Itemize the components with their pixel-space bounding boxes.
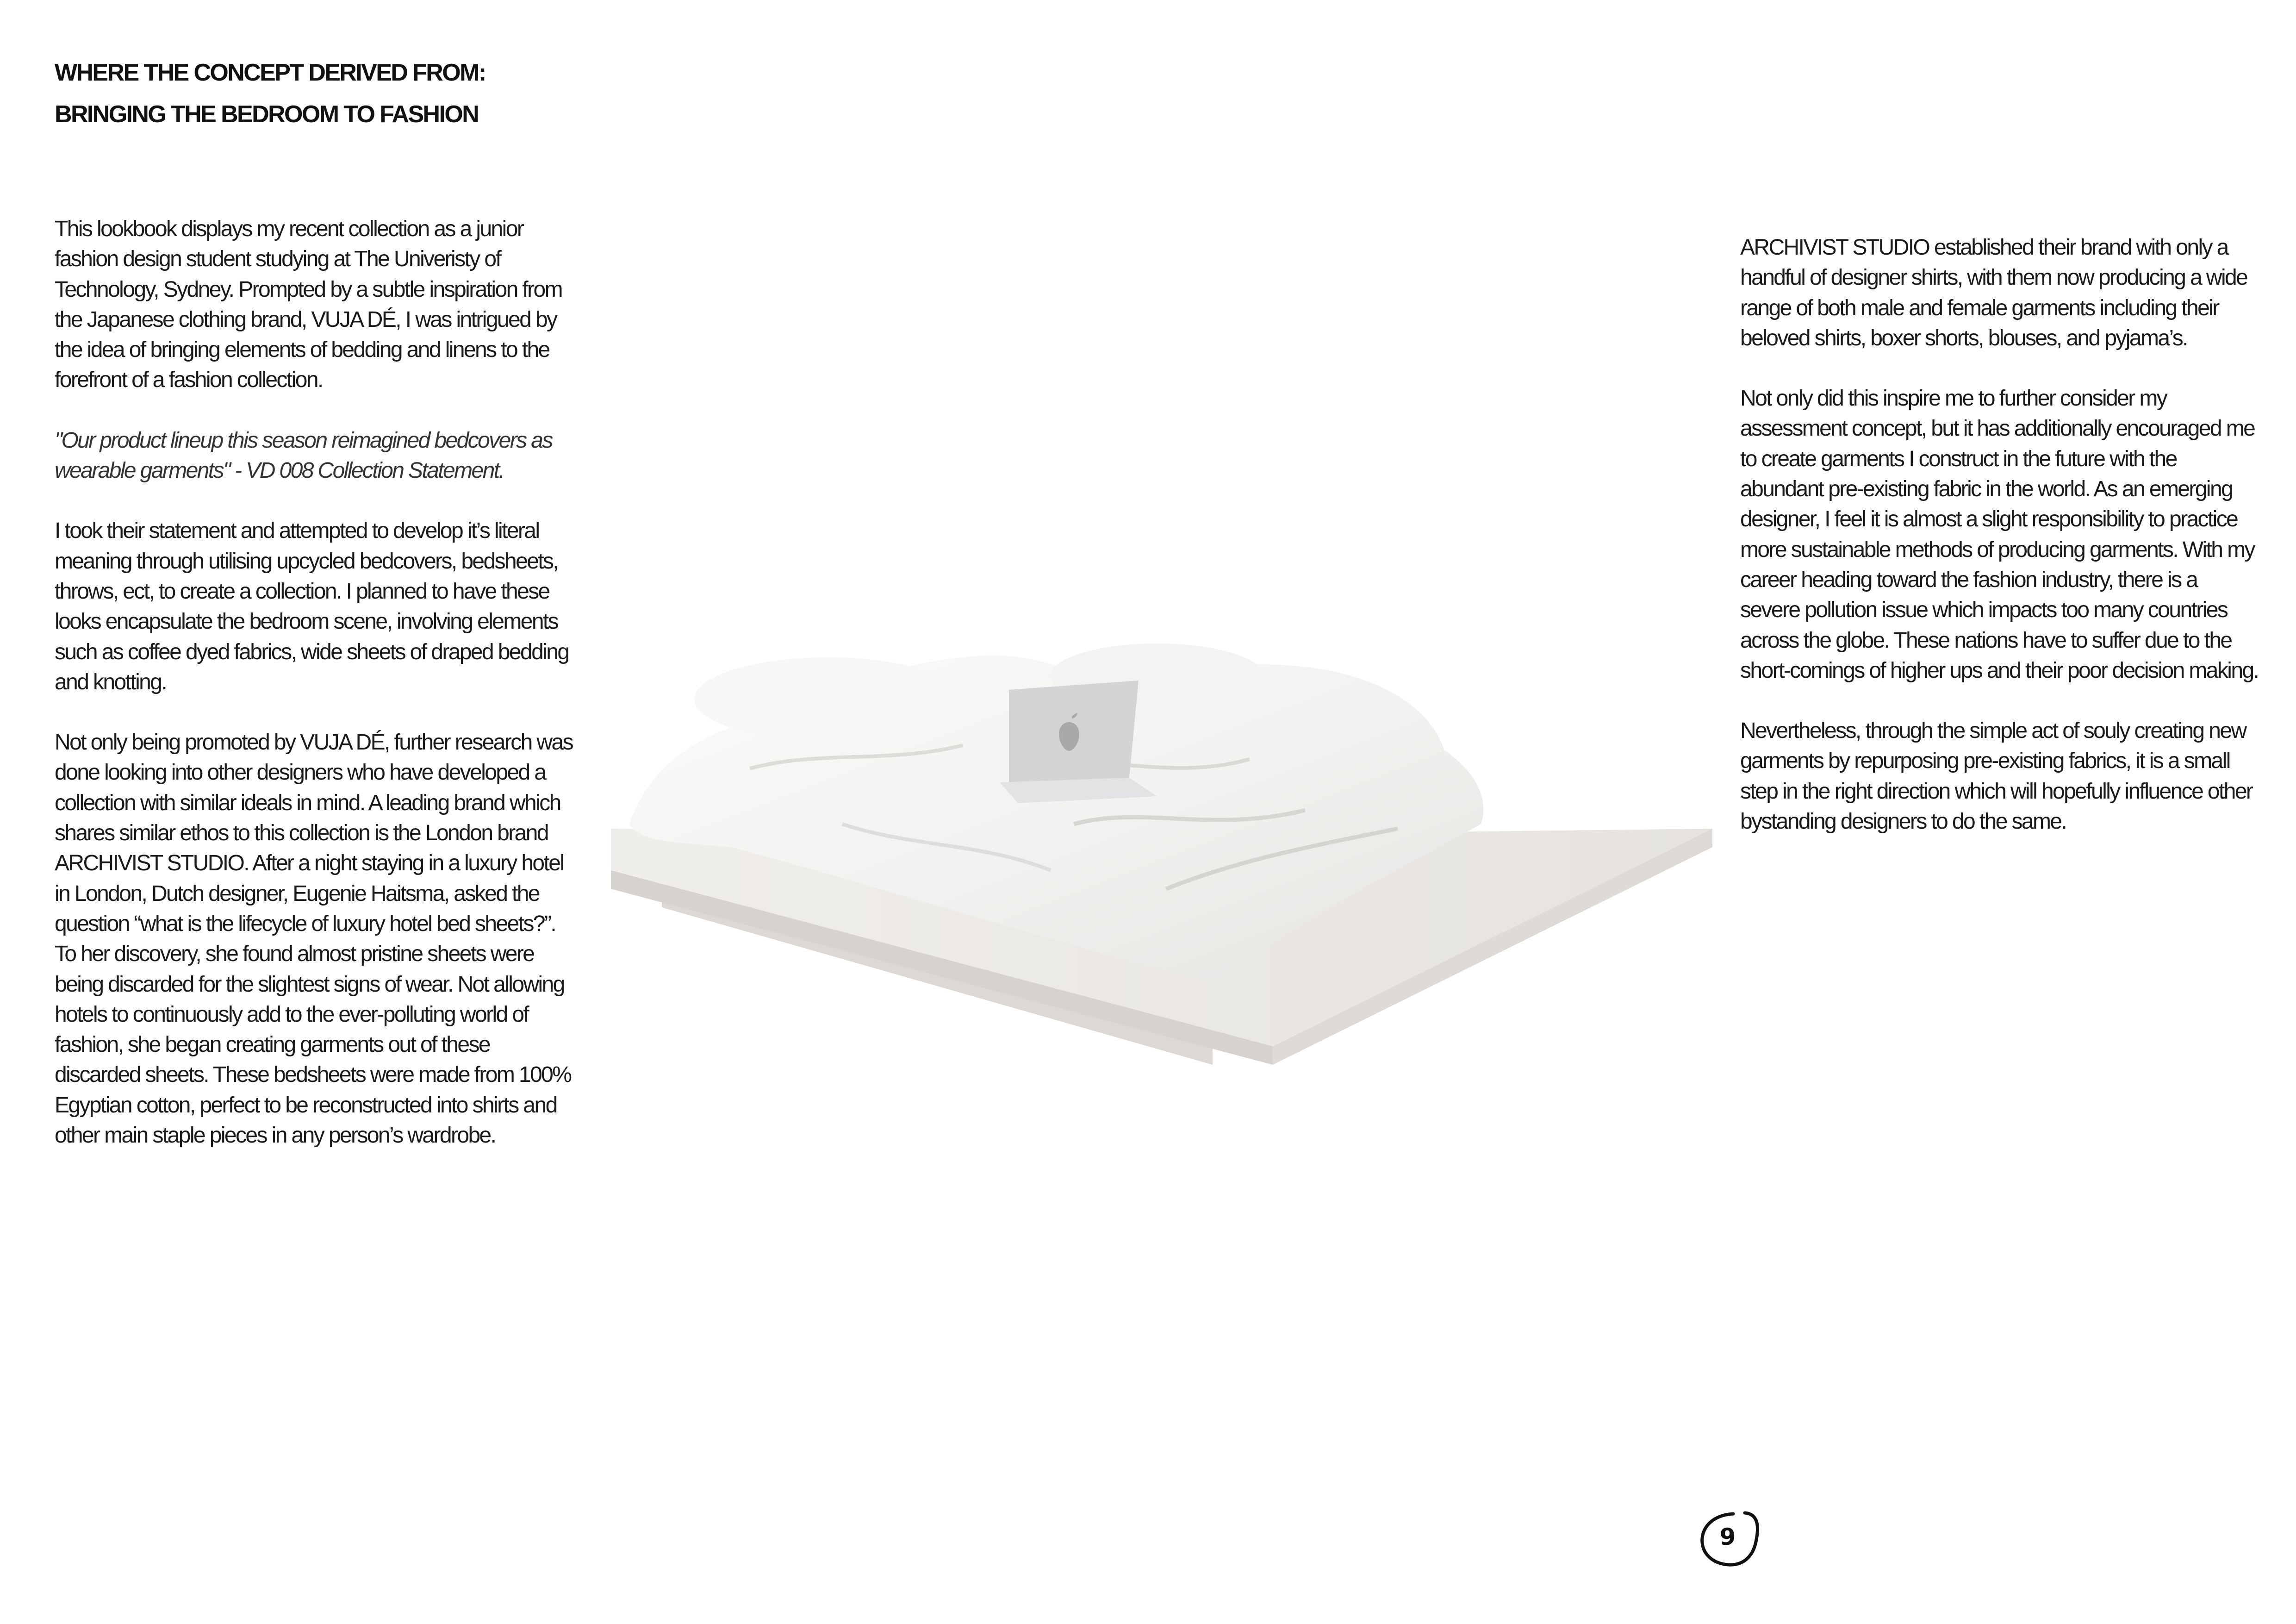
right-text-column	[1740, 232, 2259, 837]
vuja-de-quote: "Our product lineup this season reimagined bedcovers as wearable garments" - VD 008 Collection Statement.	[55, 428, 552, 483]
intro-paragraph: This lookbook displays my recent collection as a junior fashion design student studying at The Univeristy of Technology, Sydney. Prompted by a subtle inspiration from the Japanese clothing brand, VUJA DÉ, I was intrigued by the idea of bringing elements of bedding and linens to the forefront of a fashion collection.	[55, 217, 562, 393]
bed-illustration	[611, 630, 1712, 1065]
page-heading	[55, 52, 633, 135]
statement-paragraph: I took their statement and attempted to develop it’s literal meaning through utilising upcycled bedcovers, bedsheets, throws, ect, to create a collection. I planned to have these looks encapsulate the bedroom scene, involving elements such as coffee dyed fabrics, wide sheets of draped bedding and knotting.	[55, 518, 569, 694]
heading-line-2: BRINGING THE BEDROOM TO FASHION	[55, 101, 479, 128]
heading-line-1: WHERE THE CONCEPT DERIVED FROM:	[55, 59, 485, 86]
research-paragraph: Not only being promoted by VUJA DÉ, further research was done looking into other designers who have developed a collection with similar ideals in mind. A leading brand which shares similar ethos to this collection is the London brand ARCHIVIST STUDIO. After a night staying in a luxury hotel in London, Dutch designer, Eugenie Haitsma, asked the question “what is the lifecycle of luxury hotel bed sheets?”. To her discovery, she found almost pristine sheets were being discarded for the slightest signs of wear. Not allowing hotels to continuously add to the ever-polluting world of fashion, she began creating garments out of these discarded sheets. These bedsheets were made from 100% Egyptian cotton, perfect to be reconstructed into shirts and other main staple pieces in any person’s wardrobe.	[55, 730, 572, 1148]
archivist-paragraph: ARCHIVIST STUDIO established their brand with only a handful of designer shirts, with them now producing a wide range of both male and female garments including their beloved shirts, boxer shorts, blouses, and pyjama’s.	[1740, 235, 2247, 350]
left-text-column	[55, 214, 573, 1150]
conclusion-paragraph: Nevertheless, through the simple act of souly creating new garments by repurposing pre-existing fabrics, it is a small step in the right direction which will hopefully influence other bystanding designers to do the same.	[1740, 718, 2252, 834]
pillow-left	[694, 657, 963, 741]
page-number: 9	[1719, 1524, 1736, 1550]
inspiration-paragraph: Not only did this inspire me to further consider my assessment concept, but it has additionally encouraged me to create garments I construct in the future with the abundant pre-existing fabric in the world. As an emerging designer, I feel it is almost a slight responsibility to practice more sustainable methods of producing garments. With my career heading toward the fashion industry, there is a severe pollution issue which impacts too many countries across the globe. These nations have to suffer due to the short-comings of higher ups and their poor decision making.	[1740, 386, 2259, 683]
